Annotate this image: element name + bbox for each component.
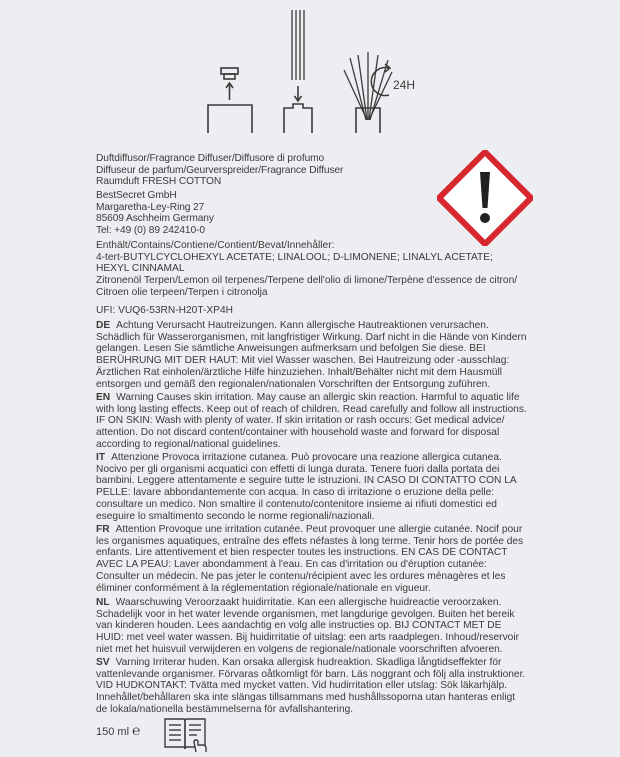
language-code: NL (96, 597, 110, 608)
warning-line: éliminer conformément à la réglementation régionale/nationale en vigueur. (96, 582, 431, 594)
bottle-cap-removal-icon (208, 68, 252, 133)
warning-line: Ärztlichen Rat einholen/ärztliche Hilfe hinzuziehen. Inhalt/Behälter nicht mit dem Hausmüll (96, 366, 503, 378)
warning-line: Attenzione Provoca irritazione cutanea. Può provocare una reazione allergica cutanea. (111, 452, 502, 463)
duration-label: 24H (393, 78, 416, 92)
warning-section-en (96, 392, 528, 451)
ufi-code: UFI: VUQ6-53RN-H20T-XP4H (96, 305, 233, 316)
warning-line: Schädlich für Wasserorganismen, mit langfristiger Wirkung. Darf nicht in die Hände von Kindern (96, 331, 527, 343)
warning-line: gelangen. Lesen Sie sämtliche Anweisungen aufmerksam und befolgen Sie diese. BEI (96, 343, 486, 355)
warning-line: les organismes aquatiques, entraîne des effets néfastes à long terme. Tenir hors de portée des (96, 535, 524, 547)
ingredients-line: Zitronenöl Terpen/Lemon oil terpenes/Terpene dell'olio di limone/Terpène d'essence de citron/ (96, 275, 518, 287)
ingredients-line: 4-tert-BUTYLCYCLOHEXYL ACETATE; LINALOOL; D-LIMONENE; LINALYL ACETATE; (96, 251, 493, 263)
ingredients-line: Citroen olie terpeen/Terpen i citronolja (96, 286, 268, 298)
ingredients-line: Enthält/Contains/Contiene/Contient/Bevat/Innehåller: (96, 240, 335, 251)
warning-line: niet met het huisvuil verwijderen en volgens de regionale/nationale voorschriften afvoeren. (96, 643, 503, 655)
warning-line: Schadelijk voor in het water levende organismen, met langdurige gevolgen. Buiten het bereik (96, 608, 515, 620)
warning-line: Consulter un médecin. Ne pas jeter le contenu/récipient avec les ordures ménagères et les (96, 570, 506, 582)
language-code: FR (96, 524, 110, 535)
warning-section-it (96, 452, 528, 522)
warning-line: Achtung Verursacht Hautreizungen. Kann allergische Hautreaktionen verursachen. (116, 320, 489, 331)
warning-line: vattenlevande organismer. Förvaras oåtkomligt för barn. Läs noggrant och följ alla instruktioner. (96, 668, 526, 680)
warning-line: Waarschuwing Veroorzaakt huidirritatie. Kan een allergische huidreactie veroorzaken. (115, 597, 502, 608)
company-line: Tel: +49 (0) 89 242410-0 (96, 224, 205, 236)
company-line: BestSecret GmbH (96, 190, 177, 201)
warning-line: eseguire lo smaltimento secondo le norme regionali/nazionali. (96, 510, 375, 522)
warning-line: bambini. Leggere attentamente e seguire tutte le istruzioni. IN CASO DI CONTATTO CON LA (96, 475, 517, 487)
company-line: Margaretha-Ley-Ring 27 (96, 201, 205, 213)
warning-line: with long lasting effects. Keep out of reach of children. Read carefully and follow all instructions. (96, 403, 527, 415)
warning-line: AVEC LA PEAU: Laver abondamment à l'eau. En cas d'irritation ou d'éruption cutanée: (96, 559, 487, 571)
warning-section-sv (96, 657, 528, 716)
warning-line: Warning Causes skin irritation. May cause an allergic skin reaction. Harmful to aquatic life (116, 392, 520, 403)
product-name-block (96, 153, 526, 188)
warning-section-nl (96, 597, 528, 656)
warning-line: PELLE: lavare abbondantemente con acqua. In caso di irritazione o eruzione della pelle: (96, 487, 495, 499)
volume-label (96, 722, 141, 738)
language-code: SV (96, 657, 110, 668)
warning-line: Innehållet/behållaren ska inte slängas tillsammans med hushållssoporna utan hanteras enligt (96, 692, 516, 704)
ingredients-line: HEXYL CINNAMAL (96, 263, 185, 275)
warning-line: Nocivo per gli organismi acquatici con effetti di lunga durata. Tenere fuori dalla portata dei (96, 463, 500, 475)
warning-line: Attention Provoque une irritation cutanée. Peut provoquer une allergie cutanée. Nocif pour (115, 524, 523, 535)
warning-line: entsorgen und gemäß den regionalen/nationalen Vorschriften der Entsorgung zuführen. (96, 378, 491, 390)
warning-line: enfants. Lire attentivement et bien respecter toutes les instructions. EN CAS DE CONTACT (96, 547, 508, 559)
warning-line: de lokala/nationella bestämmelserna för avfallshantering. (96, 703, 354, 715)
warning-line: VID HUDKONTAKT: Tvätta med mycket vatten. Vid hudirritation eller utslag: Sök läkarhjälp. (96, 680, 508, 692)
warning-line: attention. Do not discard content/container with household waste and forward for disposal (96, 427, 500, 439)
company-line: 85609 Aschheim Germany (96, 213, 214, 225)
language-code: IT (96, 452, 106, 463)
diffuser-sticks-icon (344, 52, 392, 133)
warning-section-fr (96, 524, 528, 594)
product-line: Raumduft FRESH COTTON (96, 176, 222, 188)
read-instructions-icon (163, 715, 209, 753)
warning-line: BERÜHRUNG MIT DER HAUT: Mit viel Wasser waschen. Bei Hautreizung oder -ausschlag: (96, 355, 510, 367)
volume-value: 150 ml (96, 726, 130, 738)
language-code: EN (96, 392, 111, 403)
company-address (96, 190, 526, 236)
language-code: DE (96, 320, 111, 331)
warning-line: Varning Irriterar huden. Kan orsaka allergisk hudreaktion. Skadliga långtidseffekter för (115, 657, 502, 668)
warning-section-de (96, 320, 528, 390)
usage-pictograms (0, 0, 620, 150)
warning-line: HUID: met veel water wassen. Bij huidirritatie of uitslag: een arts raadplegen. Inhoud/reservoir (96, 632, 519, 644)
ingredients-block (96, 240, 536, 299)
product-line: Diffuseur de parfum/Geurverspreider/Fragrance Diffuser (96, 164, 344, 176)
warning-line: according to regional/national guidelines. (96, 438, 281, 450)
product-line: Duftdiffusor/Fragrance Diffuser/Diffusore di profumo (96, 153, 325, 164)
warning-line: IF ON SKIN: Wash with plenty of water. If skin irritation or rash occurs: Get medical advice/ (96, 415, 505, 427)
warning-line: van kinderen houden. Lees aandachtig en volg alle instructies op. BIJ CONTACT MET DE (96, 620, 502, 632)
estimated-sign: ℮ (132, 722, 141, 738)
warning-line: consultare un medico. Non smaltire il contenuto/contenitore insieme ai rifiuti domestici ed (96, 498, 497, 510)
insert-sticks-icon (284, 10, 312, 133)
